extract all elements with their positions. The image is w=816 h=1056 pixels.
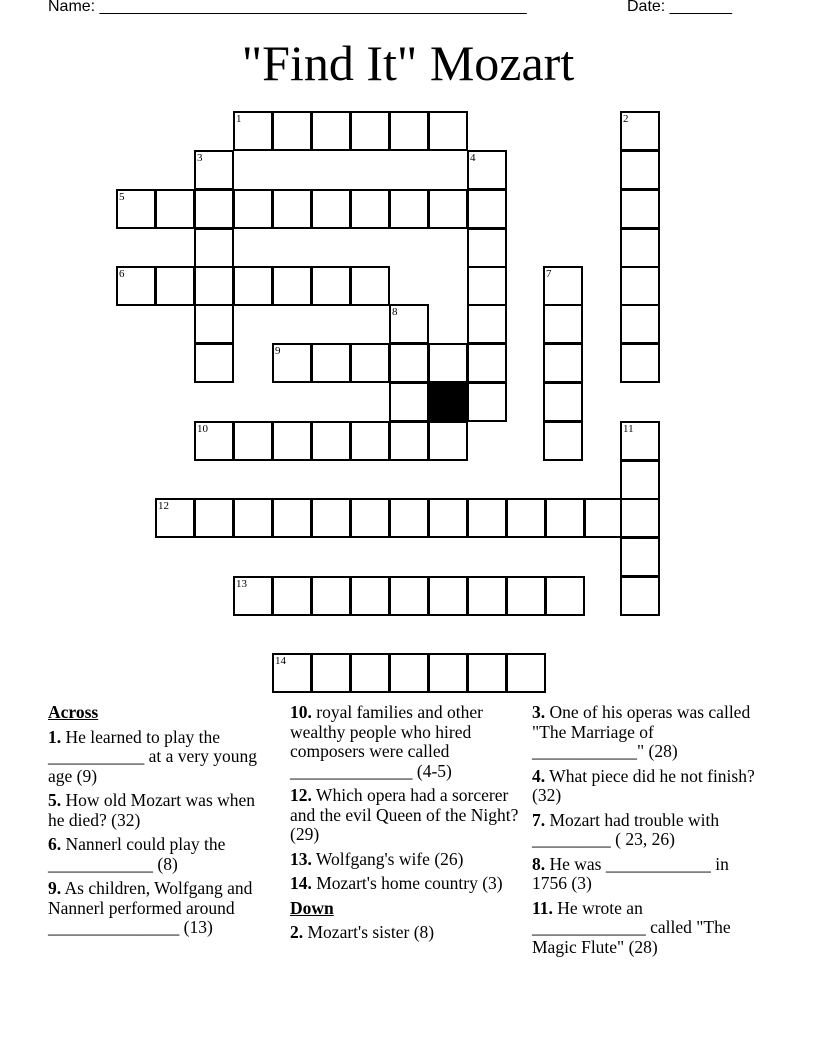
grid-cell[interactable] [506, 576, 546, 616]
grid-cell[interactable] [545, 576, 585, 616]
grid-cell[interactable] [194, 228, 234, 268]
clue-text: Mozart had trouble with _________ ( 23, 26) [532, 809, 720, 849]
grid-cell[interactable] [467, 576, 507, 616]
grid-cell[interactable] [543, 304, 583, 344]
grid-cell[interactable] [506, 498, 546, 538]
clue-text: One of his operas was called "The Marriage of ____________" (28) [532, 702, 751, 761]
grid-cell[interactable] [389, 382, 429, 422]
grid-cell[interactable] [620, 576, 660, 616]
grid-cell[interactable] [389, 576, 429, 616]
grid-cell[interactable] [350, 189, 390, 229]
grid-cell[interactable] [311, 343, 351, 383]
grid-cell[interactable] [272, 421, 312, 461]
clue-down-4 [532, 767, 760, 806]
grid-cell[interactable] [311, 653, 351, 693]
grid-cell[interactable] [272, 576, 312, 616]
cell-number: 11 [623, 423, 634, 435]
grid-cell[interactable] [350, 343, 390, 383]
grid-cell[interactable] [194, 498, 234, 538]
cell-number: 14 [275, 655, 286, 667]
grid-cell[interactable] [155, 266, 195, 306]
down-heading: Down [290, 897, 334, 918]
grid-cell[interactable] [543, 382, 583, 422]
grid-cell[interactable] [506, 653, 546, 693]
grid-cell[interactable] [350, 498, 390, 538]
grid-cell[interactable] [233, 498, 273, 538]
cell-number: 13 [236, 578, 247, 590]
clues-column-3 [532, 703, 760, 962]
grid-cell[interactable] [467, 653, 507, 693]
grid-cell[interactable] [194, 304, 234, 344]
cell-number: 9 [275, 345, 281, 357]
grid-cell[interactable] [272, 498, 312, 538]
clue-across-6 [48, 835, 270, 874]
clue-across-5 [48, 791, 270, 830]
grid-cell[interactable] [467, 266, 507, 306]
clue-text: Mozart's home country (3) [311, 873, 503, 893]
grid-cell[interactable] [389, 189, 429, 229]
clues-column-1 [48, 703, 270, 943]
grid-cell[interactable] [311, 421, 351, 461]
grid-cell[interactable] [233, 421, 273, 461]
grid-cell[interactable] [428, 111, 468, 151]
grid-cell[interactable] [389, 653, 429, 693]
clue-number: 14. [290, 873, 312, 893]
grid-cell[interactable] [272, 266, 312, 306]
cell-number: 2 [623, 113, 629, 125]
clue-text: Nannerl could play the ____________ (8) [48, 834, 226, 874]
clue-number: 11. [532, 897, 553, 918]
cell-number: 3 [197, 152, 203, 164]
clue-text: What piece did he not finish? (32) [532, 765, 755, 805]
cell-number: 12 [158, 500, 169, 512]
clue-number: 8. [532, 853, 546, 874]
cell-number: 1 [236, 113, 242, 125]
grid-cell[interactable] [620, 460, 660, 500]
grid-cell[interactable] [389, 498, 429, 538]
grid-cell[interactable] [543, 343, 583, 383]
clue-across-13 [290, 850, 522, 870]
grid-cell[interactable] [311, 111, 351, 151]
clue-text: Which opera had a sorcerer and the evil Queen of the Night? (29) [290, 785, 519, 844]
grid-cell[interactable] [428, 421, 468, 461]
grid-cell[interactable] [545, 498, 585, 538]
grid-cell[interactable] [620, 228, 660, 268]
grid-cell[interactable] [311, 266, 351, 306]
clue-text: How old Mozart was when he died? (32) [48, 790, 256, 830]
grid-cell[interactable] [194, 343, 234, 383]
clue-across-1 [48, 728, 270, 787]
grid-cell[interactable] [620, 498, 660, 538]
clue-across-9 [48, 879, 270, 938]
clue-text: royal families and other wealthy people who hired composers were called ______________ (4-5) [290, 702, 483, 781]
grid-cell[interactable] [350, 421, 390, 461]
date-field-label: Date: _______ [627, 0, 732, 15]
grid-cell[interactable] [311, 498, 351, 538]
cell-number: 7 [546, 268, 552, 280]
clue-number: 6. [48, 834, 62, 854]
clue-number: 12. [290, 785, 312, 805]
clue-number: 4. [532, 765, 546, 786]
grid-cell[interactable] [389, 421, 429, 461]
grid-cell[interactable] [467, 228, 507, 268]
clue-text: Wolfgang's wife (26) [311, 848, 464, 869]
clue-number: 7. [532, 809, 546, 830]
grid-cell[interactable] [194, 189, 234, 229]
clues-column-2 [290, 703, 522, 948]
grid-cell[interactable] [389, 111, 429, 151]
grid-cell[interactable] [620, 189, 660, 229]
clue-across-14 [290, 874, 522, 894]
grid-cell[interactable] [350, 653, 390, 693]
clue-number: 3. [532, 702, 546, 722]
clue-across-10 [290, 703, 522, 781]
clue-down-3 [532, 703, 760, 762]
grid-cell[interactable] [194, 266, 234, 306]
clue-text: As children, Wolfgang and Nannerl performed around _______________ (13) [48, 878, 253, 937]
grid-cell[interactable] [467, 343, 507, 383]
grid-cell[interactable] [584, 498, 624, 538]
clue-down-8 [532, 855, 760, 894]
grid-cell[interactable] [467, 382, 507, 422]
grid-cell[interactable] [620, 150, 660, 190]
grid-cell[interactable] [428, 189, 468, 229]
clue-number: 13. [290, 848, 312, 869]
grid-cell[interactable] [620, 537, 660, 577]
blocked-cell [428, 382, 468, 422]
clue-text: Mozart's sister (8) [303, 922, 435, 942]
clue-number: 2. [290, 922, 304, 942]
clue-down-7 [532, 811, 760, 850]
grid-cell[interactable] [350, 111, 390, 151]
across-heading: Across [48, 702, 99, 722]
grid-cell[interactable] [428, 343, 468, 383]
grid-cell[interactable] [467, 498, 507, 538]
grid-cell[interactable] [233, 266, 273, 306]
grid-cell[interactable] [620, 343, 660, 383]
grid-cell[interactable] [467, 304, 507, 344]
grid-cell[interactable] [543, 421, 583, 461]
grid-cell[interactable] [467, 189, 507, 229]
grid-cell[interactable] [272, 189, 312, 229]
clue-down-2 [290, 923, 522, 943]
grid-cell[interactable] [428, 498, 468, 538]
grid-cell[interactable] [311, 189, 351, 229]
grid-cell[interactable] [155, 189, 195, 229]
cell-number: 6 [119, 268, 125, 280]
grid-cell[interactable] [389, 343, 429, 383]
cell-number: 5 [119, 191, 125, 203]
clue-text: He was ____________ in 1756 (3) [532, 853, 729, 893]
clue-text: He wrote an _____________ called "The Magic Flute" (28) [532, 897, 731, 957]
page-title: "Find It" Mozart [241, 35, 575, 91]
name-field-label: Name: ________________________________________________ [48, 0, 527, 15]
grid-cell[interactable] [350, 266, 390, 306]
clue-across-12 [290, 786, 522, 845]
cell-number: 10 [197, 423, 208, 435]
grid-cell[interactable] [311, 576, 351, 616]
clue-number: 10. [290, 702, 312, 722]
grid-cell[interactable] [272, 111, 312, 151]
clue-number: 9. [48, 878, 62, 898]
clue-text: He learned to play the ___________ at a very young age (9) [48, 726, 257, 786]
clue-number: 5. [48, 790, 62, 810]
grid-cell[interactable] [620, 304, 660, 344]
clue-number: 1. [48, 726, 62, 747]
grid-cell[interactable] [350, 576, 390, 616]
grid-cell[interactable] [428, 576, 468, 616]
grid-cell[interactable] [620, 266, 660, 306]
grid-cell[interactable] [428, 653, 468, 693]
cell-number: 8 [392, 306, 398, 318]
cell-number: 4 [470, 152, 476, 164]
clue-down-11 [532, 899, 760, 958]
grid-cell[interactable] [233, 189, 273, 229]
